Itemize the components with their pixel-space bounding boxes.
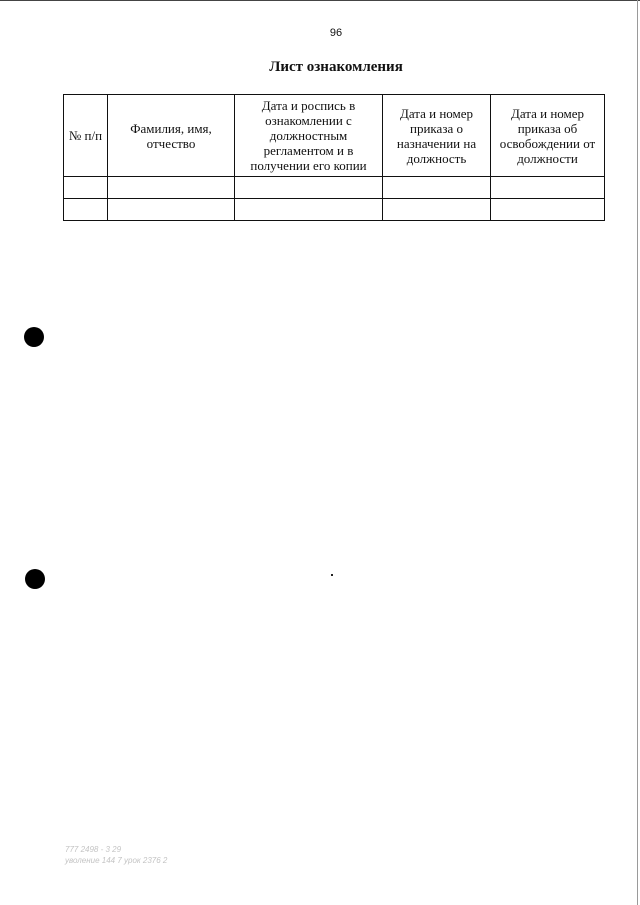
document-title: Лист ознакомления bbox=[269, 59, 403, 75]
table-header-row bbox=[64, 95, 605, 177]
header-acknowledgement-signature: Дата и роспись в ознакомлении с должностным регламентом и в получении его копии bbox=[235, 95, 383, 177]
table-cell[interactable] bbox=[108, 177, 235, 199]
table-cell[interactable] bbox=[108, 199, 235, 221]
table-cell[interactable] bbox=[235, 199, 383, 221]
page-edge-right bbox=[637, 0, 638, 905]
table-cell[interactable] bbox=[64, 199, 108, 221]
table-cell[interactable] bbox=[491, 177, 605, 199]
table-cell[interactable] bbox=[491, 199, 605, 221]
binder-hole-bottom bbox=[25, 569, 45, 589]
table-cell[interactable] bbox=[383, 199, 491, 221]
header-dismissal-order: Дата и номер приказа об освобождении от должности bbox=[491, 95, 605, 177]
table-cell[interactable] bbox=[383, 177, 491, 199]
faded-stamp-line: уволение 144 7 урок 2376 2 bbox=[65, 856, 168, 865]
header-full-name: Фамилия, имя, отчество bbox=[108, 95, 235, 177]
table-cell[interactable] bbox=[64, 177, 108, 199]
binder-hole-top bbox=[24, 327, 44, 347]
header-number: № п/п bbox=[64, 95, 108, 177]
page-number: 96 bbox=[329, 27, 343, 39]
acknowledgement-table bbox=[63, 94, 605, 221]
faded-stamp-line: 777 2498 - 3 29 bbox=[65, 845, 122, 854]
table-cell[interactable] bbox=[235, 177, 383, 199]
table-row bbox=[64, 177, 605, 199]
table-row bbox=[64, 199, 605, 221]
header-appointment-order: Дата и номер приказа о назначении на должность bbox=[383, 95, 491, 177]
scan-speck bbox=[331, 574, 333, 576]
page-edge bbox=[0, 0, 640, 1]
